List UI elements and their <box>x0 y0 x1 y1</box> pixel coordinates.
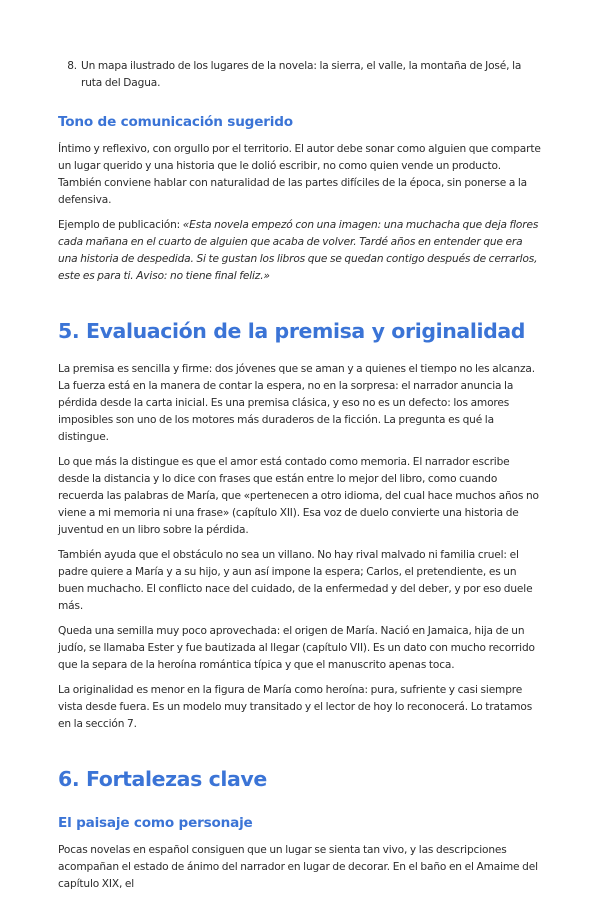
section-5-paragraph: Queda una semilla muy poco aprovechada: el origen de María. Nació en Jamaica, hija de un judío, se llamaba Ester y fue bautizada al llegar (capítulo VII). Es un dato con mucho recorrido que la separa de la heroína romántica típica y que el manuscrito apenas toca. <box>58 625 535 671</box>
example-quote: «Esta novela empezó con una imagen: una muchacha que deja flores cada mañana en el cuarto de alguien que acaba de volver. Tardé años en entender que era una historia de despedida. Si te gustan los libros que se quedan contigo después de cerrarlos, este es para ti. Aviso: no tiene final feliz.» <box>58 219 539 282</box>
list-number: 8. <box>67 60 77 72</box>
section-5-heading: 5. Evaluación de la premisa y originalidad <box>58 319 526 343</box>
section-5-paragraph: También ayuda que el obstáculo no sea un villano. No hay rival malvado ni familia cruel: el padre quiere a María y a su hijo, y aun así impone la espera; Carlos, el pretendiente, es un buen muchacho. El conflicto nace del cuidado, de la enfermedad y del deber, y por eso duele más. <box>58 549 533 612</box>
section-5-paragraph: La originalidad es menor en la figura de María como heroína: pura, sufriente y casi siempre vista desde fuera. Es un modelo muy transitado y el lector de hoy lo reconocerá. Lo tratamos en la sección 7. <box>58 684 533 730</box>
tone-paragraph: Íntimo y reflexivo, con orgullo por el territorio. El autor debe sonar como alguien que comparte un lugar querido y una historia que le dolió escribir, no como quien vende un producto. También conviene hablar con naturalidad de las partes difíciles de la época, sin ponerse a la defensiva. <box>58 143 541 206</box>
example-paragraph <box>58 217 542 285</box>
section-6-heading: 6. Fortalezas clave <box>58 767 267 791</box>
section-6-paragraph: Pocas novelas en español consiguen que un lugar se sienta tan vivo, y las descripciones acompañan el estado de ánimo del narrador en lugar de decorar. En el baño en el Amaime del capítulo XIX, el <box>58 844 538 890</box>
section-5-paragraph: La premisa es sencilla y firme: dos jóvenes que se aman y a quienes el tiempo no les alcanza. La fuerza está en la manera de contar la espera, no en la sorpresa: el narrador anuncia la pérdida desde la carta inicial. Es una premisa clásica, y eso no es un defecto: los amores imposibles son uno de los motores más duraderos de la ficción. La pregunta es qué la distingue. <box>58 363 535 443</box>
section-6-subheading: El paisaje como personaje <box>58 815 253 831</box>
list-item <box>58 58 542 92</box>
tone-heading: Tono de comunicación sugerido <box>58 114 293 130</box>
example-label: Ejemplo de publicación: <box>58 219 183 231</box>
list-item-text: Un mapa ilustrado de los lugares de la novela: la sierra, el valle, la montaña de José, la ruta del Dagua. <box>81 60 522 89</box>
document-page <box>0 58 600 907</box>
section-5-paragraph: Lo que más la distingue es que el amor está contado como memoria. El narrador escribe desde la distancia y lo dice con frases que están entre lo mejor del libro, como cuando recuerda las palabras de María, que «pertenecen a otro idioma, del cual hace muchos años no viene a mi memoria ni una frase» (capítulo XII). Esa voz de duelo convierte una historia de juventud en un libro sobre la pérdida. <box>58 456 539 536</box>
